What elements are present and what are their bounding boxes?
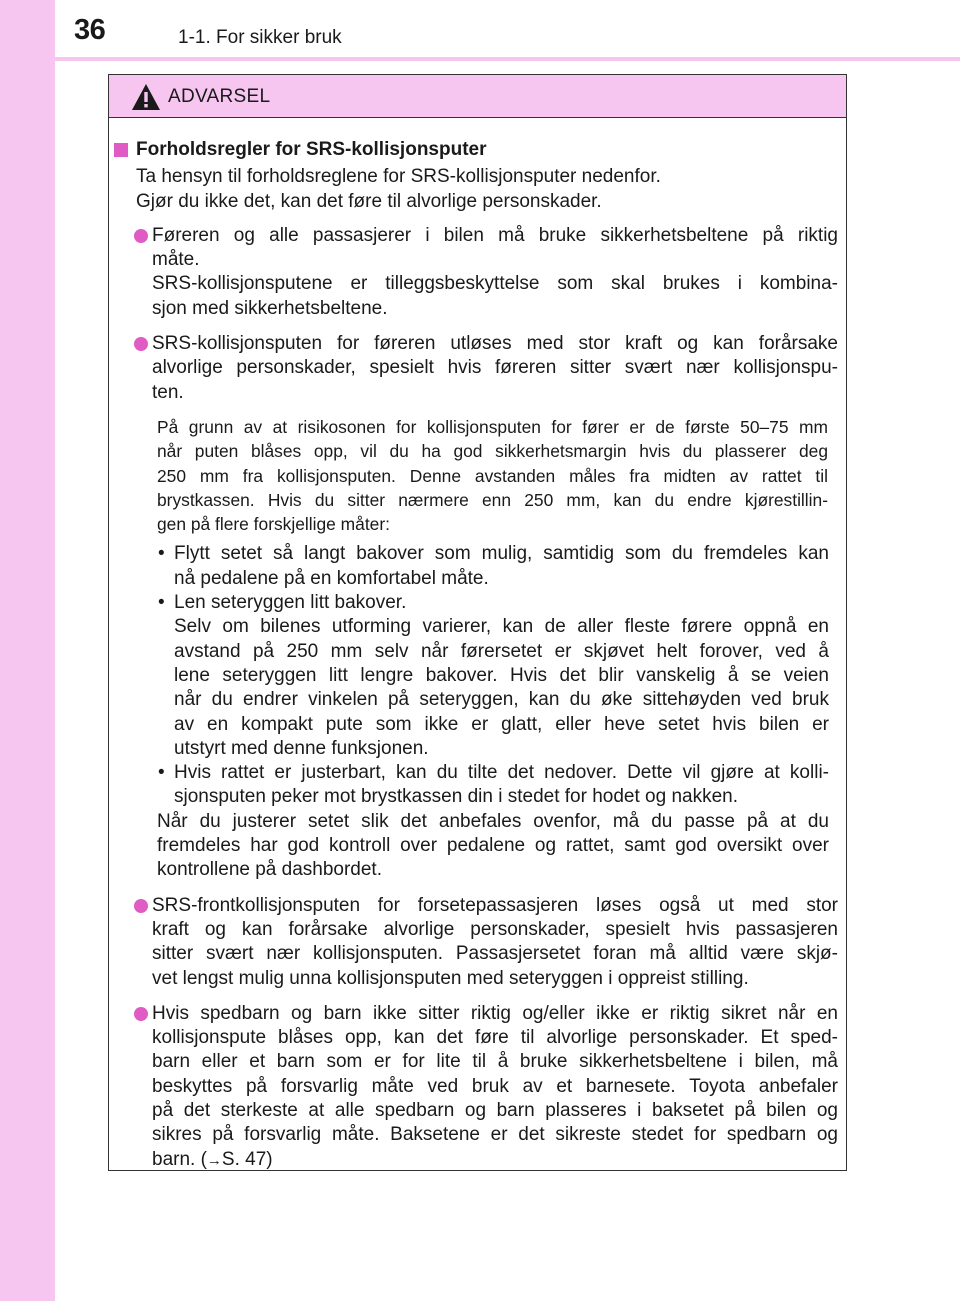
warning-content — [109, 138, 846, 1184]
warning-header — [109, 75, 846, 118]
text-fragment: barn. ( — [152, 1148, 207, 1170]
text-line: Hvis rattet er justerbart, kan du tilte det nedover. Dette vil gjøre at kolli- — [174, 762, 829, 784]
intro-text — [114, 165, 838, 214]
round-bullet-icon — [134, 899, 148, 913]
text-line: Len seteryggen litt bakover. — [174, 592, 407, 614]
round-bullet-icon — [134, 337, 148, 351]
text-line: alvorlige personskader, spesielt hvis føreren sitter svært nær kollisjonspu- — [152, 357, 838, 379]
text-line: barn eller et barn som er for lite til å bruke sikkerhetsbeltene i bilen, må — [152, 1051, 838, 1073]
text-line: når du endrer vinkelen på seteryggen, kan du øke sittehøyden ved bruk — [174, 689, 829, 711]
sub-bullet-mark: • — [158, 762, 165, 784]
header-rule — [55, 57, 960, 61]
text-line: ten. — [152, 381, 184, 403]
round-bullet-icon — [134, 229, 148, 243]
arrow-right-icon: → — [206, 1151, 222, 1169]
section-heading-text: Forholdsregler for SRS-kollisjonsputer — [136, 139, 487, 160]
sub-bullet-item — [114, 591, 838, 761]
note-paragraph — [114, 415, 838, 536]
note-line: når puten blåses opp, vil du ha god sikkerhetsmargin hvis du plasserer deg — [157, 441, 828, 462]
after-note-paragraph — [114, 810, 838, 883]
sub-bullet-item — [114, 542, 838, 591]
text-line: fremdeles har god kontroll over pedalene og rattet, samt god oversikt over — [157, 835, 829, 857]
text-line: sikres på forsvarlig måte. Baksetene er det sikreste stedet for spedbarn og — [152, 1124, 838, 1146]
bullet-item — [114, 894, 838, 991]
text-line: vet lengst mulig unna kollisjonsputen med seteryggen i oppreist stilling. — [152, 967, 749, 989]
text-line: Føreren og alle passasjerer i bilen må bruke sikkerhetsbeltene på riktig — [152, 224, 838, 246]
page-reference: S. 47) — [221, 1148, 273, 1170]
text-line: kraft og kan forårsake alvorlige personskader, spesielt hvis passasjeren — [152, 918, 838, 940]
sub-bullet-mark: • — [158, 592, 165, 614]
note-line: brystkassen. Hvis du sitter nærmere enn 250 mm, kan du endre kjørestillin- — [157, 489, 828, 510]
square-bullet-icon — [114, 143, 128, 157]
text-line — [152, 1148, 838, 1173]
bullet-item — [114, 1002, 838, 1173]
text-line: SRS-frontkollisjonsputen for forsetepassasjeren løses også ut med stor — [152, 894, 838, 916]
round-bullet-icon — [134, 1007, 148, 1021]
text-line: kontrollene på dashbordet. — [157, 859, 382, 881]
sub-bullet-mark: • — [158, 543, 165, 565]
text-line: Selv om bilenes utforming varierer, kan de aller fleste førere oppnå en — [174, 616, 829, 638]
text-line: beskyttes på forsvarlig måte ved bruk av et barnesete. Toyota anbefaler — [152, 1075, 838, 1097]
text-line: måte. — [152, 249, 200, 271]
text-line: lene seteryggen litt lengre bakover. Hvis det blir vanskelig å se veien — [174, 664, 829, 686]
bullet-item — [114, 332, 838, 405]
text-line: Hvis spedbarn og barn ikke sitter riktig og/eller ikke er riktig sikret når en — [152, 1002, 838, 1024]
section-heading — [114, 138, 838, 162]
note-line: gen på flere forskjellige måter: — [157, 514, 390, 535]
text-line: SRS-kollisjonsputene er tilleggsbeskyttelse som skal brukes i kombina- — [152, 273, 838, 295]
warning-box — [108, 74, 847, 1171]
left-color-strip — [0, 0, 55, 1301]
text-line: nå pedalene på en komfortabel måte. — [174, 567, 489, 589]
text-line: SRS-kollisjonsputen for føreren utløses med stor kraft og kan forårsake — [152, 333, 838, 355]
bullet-item — [114, 224, 838, 321]
text-line: sitter svært nær kollisjonsputen. Passasjersetet foran må alltid være skjø- — [152, 943, 838, 965]
text-line: sjon med sikkerhetsbeltene. — [152, 297, 388, 319]
intro-line: Gjør du ikke det, kan det føre til alvorlige personskader. — [136, 190, 602, 212]
text-line: på det sterkeste at alle spedbarn og barn plasseres i baksetet på bilen og — [152, 1099, 838, 1121]
text-line: utstyrt med denne funksjonen. — [174, 737, 429, 759]
text-line: kollisjonspute blåses opp, kan det føre til alvorlige personskader. Et sped- — [152, 1027, 838, 1049]
warning-triangle-icon — [131, 83, 161, 111]
page-number: 36 — [74, 14, 106, 46]
warning-label: ADVARSEL — [168, 86, 271, 107]
text-line: avstand på 250 mm selv når førersetet er skjøvet helt forover, ved å — [174, 640, 829, 662]
note-line: På grunn av at risikosonen for kollisjonsputen for fører er de første 50–75 mm — [157, 416, 828, 437]
text-line: Når du justerer setet slik det anbefales ovenfor, må du passe på at du — [157, 810, 829, 832]
text-line: av en kompakt pute som ikke er glatt, eller heve setet hvis bilen er — [174, 713, 829, 735]
text-line: sjonsputen peker mot brystkassen din i stedet for hodet og nakken. — [174, 786, 738, 808]
section-title: 1-1. For sikker bruk — [178, 27, 342, 48]
note-line: 250 mm fra kollisjonsputen. Denne avstanden måles fra midten av rattet til — [157, 465, 828, 486]
sub-bullet-item — [114, 761, 838, 810]
intro-line: Ta hensyn til forholdsreglene for SRS-kollisjonsputer nedenfor. — [136, 166, 661, 188]
text-line: Flytt setet så langt bakover som mulig, samtidig som du fremdeles kan — [174, 543, 829, 565]
